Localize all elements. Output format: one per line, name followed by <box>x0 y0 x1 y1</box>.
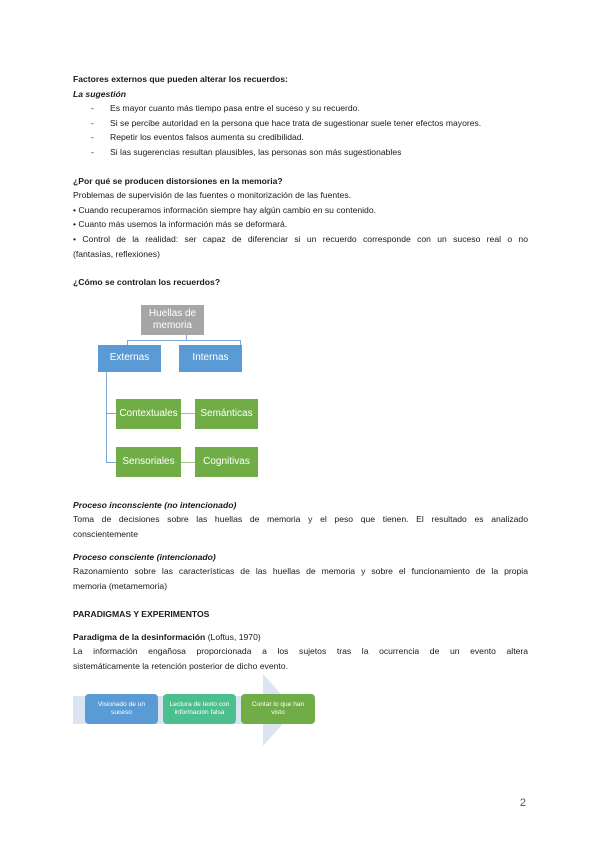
process-step-2: Lectura de texto con información falsa <box>163 694 236 724</box>
paragraph-line: Problemas de supervisión de las fuentes o monitorización de las fuentes. <box>73 190 352 201</box>
section-heading-control: ¿Cómo se controlan los recuerdos? <box>73 277 221 288</box>
paragraph-line: conscientemente <box>73 528 138 539</box>
paragraph-line: sistemáticamente la retención posterior de dicho evento. <box>73 661 288 672</box>
list-item: - Si se percibe autoridad en la persona que hace trata de sugestionar suele tener efectos mayores. <box>91 117 482 128</box>
suggestion-list <box>73 101 528 159</box>
paradigm-citation: (Loftus, 1970) <box>207 631 261 642</box>
list-item: - Es mayor cuanto más tiempo pasa entre el suceso y su recuerdo. <box>91 103 360 114</box>
process-step-1: Visionado de un suceso <box>85 694 158 724</box>
diagram-node-semantic: Semánticas <box>195 399 258 429</box>
section-heading-distortions: ¿Por qué se producen distorsiones en la memoria? <box>73 175 283 186</box>
section-heading-external-factors: Factores externos que pueden alterar los recuerdos: <box>73 74 288 84</box>
list-item: - Si las sugerencias resultan plausibles, las personas son más sugestionables <box>91 146 402 157</box>
process-step-3: Contar lo que han visto <box>241 694 315 724</box>
heading-conscious-process: Proceso consciente (intencionado) <box>73 551 216 562</box>
paradigm-title: Paradigma de la desinformación <box>73 631 206 642</box>
diagram-node-internal: Internas <box>179 345 242 372</box>
paragraph-line: (fantasías, reflexiones) <box>73 248 160 259</box>
diagram-node-cognitive: Cognitivas <box>195 447 258 477</box>
paragraph-line: • Control de la realidad: ser capaz de diferenciar si un recuerdo corresponde con un suceso real o no <box>73 233 528 244</box>
list-item: - Repetir los eventos falsos aumenta su credibilidad. <box>91 132 304 143</box>
misinformation-process-flow <box>73 674 528 750</box>
diagram-node-external: Externas <box>98 345 161 372</box>
page-number: 2 <box>519 797 526 809</box>
diagram-node-contextual: Contextuales <box>116 399 181 429</box>
paragraph-line: La información engañosa proporcionada a los sujetos tras la ocurrencia de un evento altera <box>73 646 528 657</box>
diagram-node-sensory: Sensoriales <box>116 447 181 477</box>
paragraph-line: Toma de decisiones sobre las huellas de memoria y el peso que tienen. El resultado es analizado <box>73 514 528 525</box>
paragraph-line: Razonamiento sobre las características de las huellas de memoria y sobre el funcionamiento de la propia <box>73 566 528 577</box>
subheading-suggestion: La sugestión <box>73 88 127 99</box>
paragraph-line: memoria (metamemoria) <box>73 580 168 591</box>
paradigm-heading <box>73 630 528 645</box>
diagram-node-root: Huellas de memoria <box>141 305 204 335</box>
heading-unconscious-process: Proceso inconsciente (no intencionado) <box>73 499 237 510</box>
memory-traces-diagram <box>73 290 528 490</box>
section-heading-paradigms: PARADIGMAS Y EXPERIMENTOS <box>73 609 210 620</box>
paragraph-line: • Cuanto más usemos la información más se deformará. <box>73 219 288 230</box>
document-page <box>73 72 528 750</box>
paragraph-line: • Cuando recuperamos información siempre hay algún cambio en su contenido. <box>73 204 377 215</box>
